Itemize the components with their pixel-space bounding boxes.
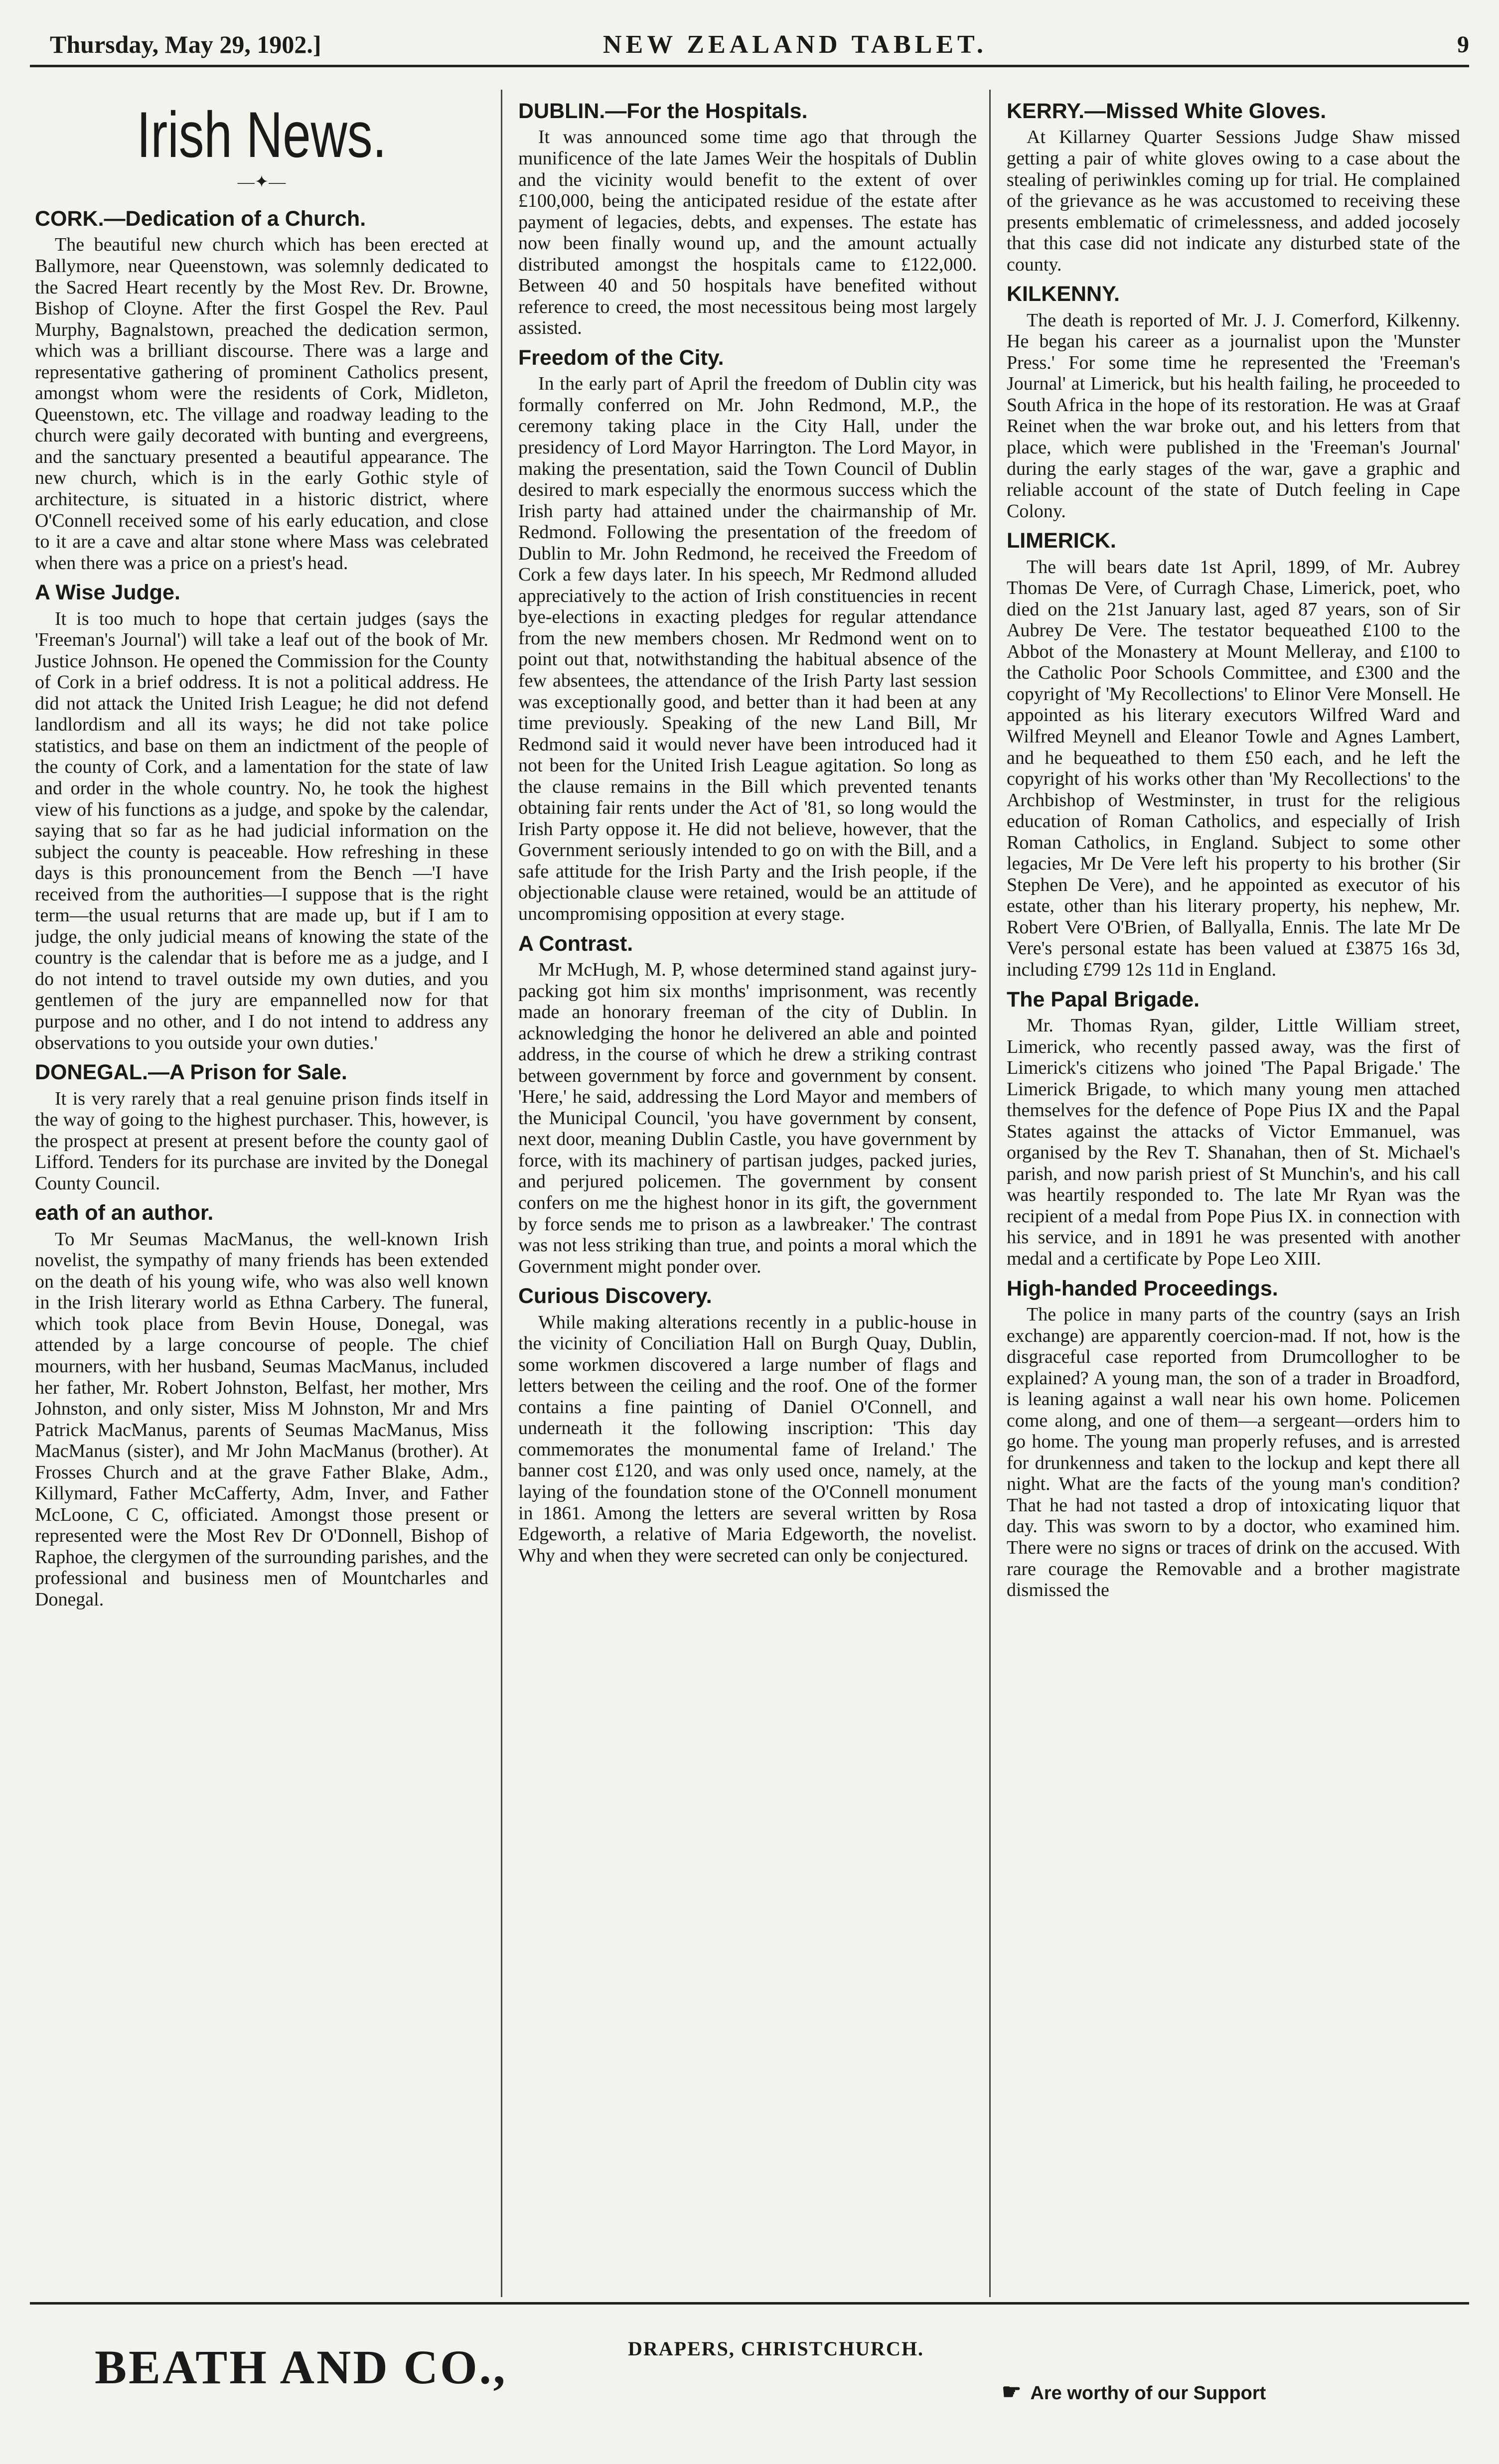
column-3 [1007,92,1460,2295]
article-body: Mr. Thomas Ryan, gilder, Little William street, Limerick, who recently passed away, was the first of Limerick's citizens who joined 'The Papal Brigade.' The Limerick Brigade, to which many young men attached themselves for the defence of Pope Pius IX and the Papal States against the attacks of Victor Emmanuel, was organised by the Rev T. Shanahan, then of St. Michael's parish, and now parish priest of St Munchin's, and his call was heartily responded to. The late Mr Ryan was the recipient of a medal from Pope Pius IX. in connection with his service, and in 1891 he was presented with another medal and a certificate by Pope Leo XIII. [1007,1015,1460,1269]
article-title: Freedom of the City. [518,345,724,370]
slogan-text: Are worthy of our Support [1030,2383,1266,2404]
column-divider [501,90,502,2297]
article-title: High-handed Proceedings. [1007,1276,1278,1301]
article-body: The will bears date 1st April, 1899, of Mr. Aubrey Thomas De Vere, of Curragh Chase, Limerick, poet, who died on the 21st January last, aged 87 years, son of Sir Aubrey De Vere. The testator bequeathed £100 to the Abbot of the Monastery at Mount Melleray, and £100 to the Catholic Poor Schools Committee, and £300 and the copyright of 'My Recollections' to Elinor Vere Monsell. He appointed as his literary executors Wilfred Ward and Wilfred Meynell and Eleanor Towle and Agnes Lambert, and he bequeathed to them £50 each, and he left the copyright of his works other than 'My Recollections' to the Archbishop of Westminster, in trust for the religious education of Roman Catholics, and especially of Irish Roman Catholics, in England. Subject to some other legacies, Mr De Vere left his property to his brother (Sir Stephen De Vere), and he appointed as executor of his estate, other than his literary property, his nephew, Mr. Robert Vere O'Brien, of Ballyalla, Ennis. The late Mr De Vere's personal estate has been valued at £3875 16s 3d, including £799 12s 11d in England. [1007,556,1460,980]
article-title: A Wise Judge. [35,580,180,605]
masthead: NEW ZEALAND TABLET. [603,30,987,59]
article-title: KERRY.—Missed White Gloves. [1007,99,1327,123]
issue-date: Thursday, May 29, 1902.] [50,30,321,58]
page-header [30,20,1469,67]
article-title: LIMERICK. [1007,529,1116,553]
article-title: A Contrast. [518,931,633,956]
pointing-hand-icon: ☛ [1002,2380,1022,2404]
article-title: KILKENNY. [1007,282,1120,306]
advertisement-footer [30,2302,1469,2444]
article-title: DONEGAL.—A Prison for Sale. [35,1060,347,1085]
main-title: Irish News. [137,98,387,171]
article-title: The Papal Brigade. [1007,987,1200,1012]
article-title: eath of an author. [35,1201,214,1225]
page-number: 9 [1457,31,1469,58]
article-body: The police in many parts of the country (says an Irish exchange) are apparently coercion-mad. If not, how is the disgraceful case reported from Drumcollogher to be explained? A young man, the son of a trader in Broadford, is leaning against a wall near his own home. Policemen come along, and one of them—a sergeant—orders him to go home. The young man properly refuses, and is arrested for drunkenness and taken to the lockup and kept there all night. What are the facts of the young man's condition? That he had not tasted a drop of intoxicating liquor that day. This was sworn to by a doctor, who examined him. There were no signs or traces of drink on the accused. With rare courage the Removable and a brother magistrate dismissed the [1007,1304,1460,1601]
article-title: DUBLIN.—For the Hospitals. [518,99,808,123]
slogan [1002,2379,1266,2405]
advertiser-name: BEATH AND CO., [95,2340,507,2394]
article-body: The death is reported of Mr. J. J. Comerford, Kilkenny. He began his career as a journalist upon the 'Munster Press.' For some time he represented the 'Freeman's Journal' at Limerick, but his health failing, he proceeded to South Africa in the hope of its restoration. He was at Graaf Reinet when the war broke out, and his letters from that place, which were published in the 'Freeman's Journal' during the early stages of the war, gave a graphic and reliable account of the state of Dutch feeling in Cape Colony. [1007,309,1460,522]
article-title: CORK.—Dedication of a Church. [35,207,366,231]
article-body: While making alterations recently in a public-house in the vicinity of Conciliation Hall on Burgh Quay, Dublin, some workmen discovered a large number of flags and letters between the ceiling and the roof. One of the former contains a fine painting of Daniel O'Connell, and underneath it the following inscription: 'This day commemorates the monumental fame of Ireland.' The banner cost £120, and was only used once, namely, at the laying of the foundation stone of the O'Connell monument in 1861. Among the letters are several written by Rosa Edgeworth, a relative of Maria Edgeworth, the novelist. Why and when they were secreted can only be conjectured. [518,1311,977,1566]
advertiser-location: DRAPERS, CHRISTCHURCH. [628,2337,924,2360]
column-2 [518,92,977,2295]
article-body: To Mr Seumas MacManus, the well-known Irish novelist, the sympathy of many friends has been extended on the death of his young wife, who was also well known in the Irish literary world as Ethna Carbery. The funeral, which took place from Bevin House, Donegal, was attended by a large concourse of people. The chief mourners, with her husband, Seumas MacManus, included her father, Mr. Robert Johnston, Belfast, her mother, Mrs Johnston, and only sister, Miss M Johnston, Mr and Mrs Patrick MacManus, parents of Seumas MacManus, Miss MacManus (sister), and Mr John MacManus (brother). At Frosses Church and at the grave Father Blake, Adm., Killymard, Father McCafferty, Adm, Inver, and Father McLoone, C C, officiated. Amongst those present or represented were the Most Rev Dr O'Donnell, Bishop of Raphoe, the clergymen of the surrounding parishes, and the professional and business men of Mountcharles and Donegal. [35,1228,488,1610]
column-divider [989,90,991,2297]
article-body: It is too much to hope that certain judges (says the 'Freeman's Journal') will take a leaf out of the book of Mr. Justice Johnson. He opened the Commission for the County of Cork in a brief oddress. It is not a political address. He did not attack the United Irish League; he did not defend landlordism and all its ways; he did not take police statistics, and base on them an indictment of the people of the county of Cork, and a lamentation for the state of law and order in the whole country. No, he took the highest view of his functions as a judge, and spoke by the calendar, saying that so far as he had judicial information on the subject the county is peaceable. How refreshing in these days is this pronouncement from the Bench —'I have received from the authorities—I suppose that is the right term—the usual returns that are made up, but if I am to judge, the only judicial means of knowing the state of the country is the calendar that is before me as a judge, and I do not intend to travel outside my own duties, and you gentlemen of the jury are empannelled now for that purpose and no other, and I do not intend to address any observations to you outside your own duties.' [35,608,488,1053]
column-1 [35,92,488,2295]
article-body: It was announced some time ago that through the munificence of the late James Weir the hospitals of Dublin and the vicinity would benefit to the extent of over £100,000, being the anticipated residue of the estate after payment of legacies, debts, and expenses. The estate has now been finally wound up, and the amount actually distributed amongst the hospitals came to £122,000. Between 40 and 50 hospitals have benefited without reference to creed, the most necessitous being most largely assisted. [518,127,977,339]
article-body: It is very rarely that a real genuine prison finds itself in the way of going to the highest purchaser. This, however, is the prospect at present at present before the county gaol of Lifford. Tenders for its purchase are invited by the Donegal County Council. [35,1088,488,1194]
ornament-divider: —✦— [237,173,286,191]
article-body: At Killarney Quarter Sessions Judge Shaw missed getting a pair of white gloves owing to a case about the stealing of periwinkles coming up for trial. He complained of the grievance as he was accustomed to receiving these presents emblematic of crimelessness, and added jocosely that this case did not indicate any disturbed state of the county. [1007,127,1460,275]
article-title: Curious Discovery. [518,1284,712,1308]
article-body: Mr McHugh, M. P, whose determined stand against jury-packing got him six months' imprisonment, was recently made an honorary freeman of the city of Dublin. In acknowledging the honor he delivered an able and pointed address, in the course of which he drew a striking contrast between government by force and government by consent. 'Here,' he said, addressing the Lord Mayor and members of the Municipal Council, 'you have government by consent, next door, meaning Dublin Castle, you have government by force, with its machinery of partisan judges, packed juries, and perjured policemen. The government by consent confers on me the highest honor in its gift, the government by force sends me to prison as a lawbreaker.' The contrast was not less striking than true, and points a moral which the Government might ponder over. [518,959,977,1277]
article-body: The beautiful new church which has been erected at Ballymore, near Queenstown, was solemnly dedicated to the Sacred Heart recently by the Most Rev. Dr. Browne, Bishop of Cloyne. After the first Gospel the Rev. Paul Murphy, Bagnalstown, preached the dedication sermon, which was a brilliant discourse. There was a large and representative gathering of prominent Catholics present, amongst whom were the residents of Cork, Midleton, Queenstown, etc. The village and roadway leading to the church were gaily decorated with bunting and evergreens, and the sanctuary presented a beautiful appearance. The new church, which is in the early Gothic style of architecture, is situated in a historic district, where O'Connell received some of his early education, and close to it are a cave and altar stone where Mass was celebrated when there was a price on a priest's head. [35,234,488,574]
article-body: In the early part of April the freedom of Dublin city was formally conferred on Mr. John Redmond, M.P., the ceremony taking place in the City Hall, under the presidency of Lord Mayor Harrington. The Lord Mayor, in making the presentation, said the Town Council of Dublin desired to mark especially the enormous success which the Irish party had attained under the chairmanship of Mr. Redmond. Following the presentation of the freedom of Dublin to Mr. John Redmond, he received the Freedom of Cork a few days later. In his speech, Mr Redmond alluded appreciatively to the action of Irish constituencies in recent bye-elections in exacting pledges for regular attendance from the new members chosen. Mr Redmond went on to point out that, notwithstanding the habitual absence of the few absentees, the attendance of the Irish Party last session was exceptionally good, and better than it had been at any time previously. Speaking of the new Land Bill, Mr Redmond said it would never have been introduced had it not been for the United Irish League agitation. So long as the clause remains in the Bill which prevented tenants obtaining fair rents under the Act of '81, so long would the Irish Party oppose it. He did not believe, however, that the Government seriously intended to go on with the Bill, and a safe attitude for the Irish Party and the Irish people, if the objectionable clause were retained, would be an attitude of uncompromising opposition at every stage. [518,373,977,925]
